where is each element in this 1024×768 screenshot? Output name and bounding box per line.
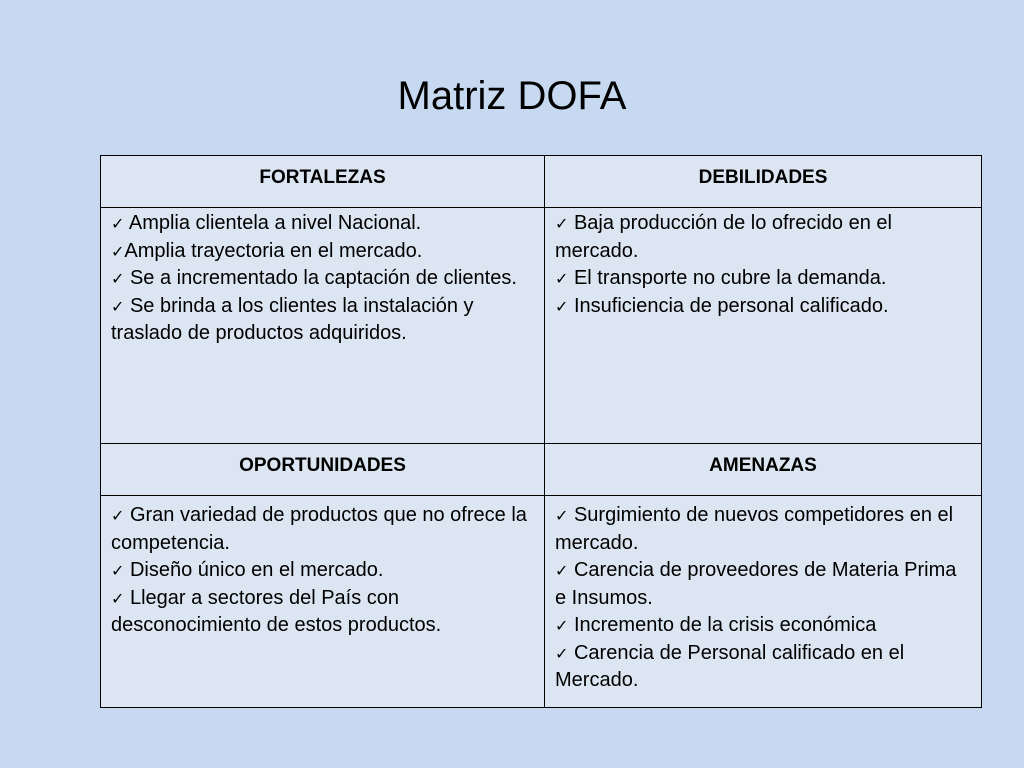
checkmark-icon: ✓ xyxy=(555,643,569,663)
list-item-text: Incremento de la crisis económica xyxy=(573,614,877,636)
header-debilidades: DEBILIDADES xyxy=(545,156,982,208)
checkmark-icon: ✓ xyxy=(111,269,125,288)
list-item-text: Surgimiento de nuevos competidores en el mercado. xyxy=(555,504,954,554)
dofa-matrix-table xyxy=(100,155,982,708)
list-item-text: Insuficiencia de personal calificado. xyxy=(573,294,889,317)
amenazas-list xyxy=(555,502,973,695)
list-item-text: Se brinda a los clientes la instalación y traslado de productos adquiridos. xyxy=(111,294,474,344)
list-item xyxy=(111,238,536,266)
checkmark-icon: ✓ xyxy=(111,296,125,316)
content-row-bottom xyxy=(101,496,982,708)
list-item-text: Se a incrementado la captación de clientes. xyxy=(129,267,517,289)
list-item-text: Llegar a sectores del País con desconocimiento de estos productos. xyxy=(111,586,442,636)
header-fortalezas: FORTALEZAS xyxy=(101,156,545,208)
list-item xyxy=(555,502,973,557)
list-item xyxy=(111,293,536,348)
checkmark-icon: ✓ xyxy=(111,506,125,525)
list-item-text: Gran variedad de productos que no ofrece la competencia. xyxy=(111,504,527,554)
oportunidades-list xyxy=(111,502,536,640)
checkmark-icon: ✓ xyxy=(555,506,569,525)
list-item xyxy=(555,640,973,695)
debilidades-list xyxy=(555,210,973,320)
checkmark-icon: ✓ xyxy=(555,214,569,233)
header-amenazas: AMENAZAS xyxy=(545,444,982,496)
cell-debilidades xyxy=(545,208,982,444)
list-item xyxy=(555,612,973,640)
list-item xyxy=(111,210,536,238)
checkmark-icon: ✓ xyxy=(111,588,125,608)
list-item xyxy=(555,210,973,265)
checkmark-icon: ✓ xyxy=(111,241,125,261)
fortalezas-list xyxy=(111,210,536,348)
checkmark-icon: ✓ xyxy=(555,269,569,288)
list-item-text: Carencia de proveedores de Materia Prima e Insumos. xyxy=(555,559,957,609)
list-item xyxy=(111,265,536,293)
list-item-text: El transporte no cubre la demanda. xyxy=(573,267,887,289)
cell-fortalezas xyxy=(101,208,545,444)
cell-oportunidades xyxy=(101,496,545,708)
list-item xyxy=(555,265,973,293)
list-item-text: Baja producción de lo ofrecido en el mercado. xyxy=(555,212,892,262)
checkmark-icon: ✓ xyxy=(111,561,125,580)
checkmark-icon: ✓ xyxy=(111,214,125,233)
list-item-text: Carencia de Personal calificado en el Mercado. xyxy=(555,641,905,691)
header-row-bottom xyxy=(101,444,982,496)
list-item xyxy=(111,502,536,557)
slide-title: Matriz DOFA xyxy=(397,74,627,118)
cell-amenazas xyxy=(545,496,982,708)
checkmark-icon: ✓ xyxy=(555,296,569,316)
list-item-text: Amplia clientela a nivel Nacional. xyxy=(128,212,422,234)
checkmark-icon: ✓ xyxy=(555,561,569,580)
checkmark-icon: ✓ xyxy=(555,616,569,635)
list-item xyxy=(111,557,536,585)
list-item-text: Diseño único en el mercado. xyxy=(129,559,384,581)
list-item xyxy=(555,557,973,612)
header-oportunidades: OPORTUNIDADES xyxy=(101,444,545,496)
list-item-text: Amplia trayectoria en el mercado. xyxy=(124,239,423,262)
header-row-top xyxy=(101,156,982,208)
list-item xyxy=(111,585,536,640)
list-item xyxy=(555,293,973,321)
content-row-top xyxy=(101,208,982,444)
